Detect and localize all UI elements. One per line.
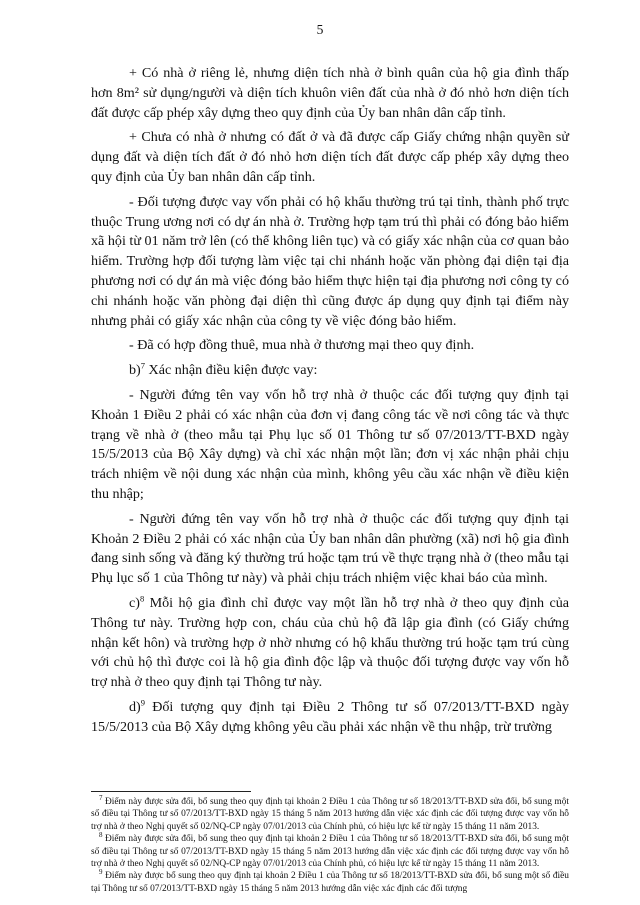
footnote-divider bbox=[91, 791, 251, 792]
paragraph-house-small-area: + Có nhà ở riêng lẻ, nhưng diện tích nhà ở bình quân của hộ gia đình thấp hơn 8m² sử dụng/người và diện tích khuôn viên đất của nhà ở đó nhỏ hơn diện tích đất được cấp phép xây dựng theo quy định của Ủy ban nhân dân cấp tỉnh. bbox=[91, 65, 569, 121]
footnote-9-mark: 9 bbox=[99, 868, 103, 877]
item-d bbox=[91, 698, 569, 738]
item-b-text: Xác nhận điều kiện được vay: bbox=[145, 362, 318, 379]
footnote-9-text: Điểm này được bổ sung theo quy định tại khoản 2 Điều 1 của Thông tư số 18/2013/TT-BXD sửa đổi, bổ sung một số điều tại Thông tư số 07/2013/TT-BXD ngày 15 tháng 5 năm 2013 hướng dẫn việc xác định các đối tượng bbox=[91, 871, 569, 894]
footnote-ref-9[interactable]: 9 bbox=[140, 697, 145, 708]
item-b-label: b) bbox=[129, 362, 141, 379]
paragraph-contract: - Đã có hợp đồng thuê, mua nhà ở thương mại theo quy định. bbox=[129, 337, 475, 354]
footnote-ref-7[interactable]: 7 bbox=[140, 360, 145, 371]
item-b bbox=[91, 361, 569, 381]
item-c-text: Mỗi hộ gia đình chỉ được vay một lần hỗ trợ nhà ở theo quy định của Thông tư này. Trường hợp con, cháu của chủ hộ đã lập gia đình (có Giấy chứng nhận kết hôn) và trường hợp ở nhờ nhưng có hộ khẩu thường trú hoặc tạm trú cùng với chủ hộ thì được coi là hộ gia đình độc lập và thuộc đối tượng được vay vốn hỗ trợ nhà ở theo quy định tại Thông tư này. bbox=[91, 594, 569, 691]
page-number: 5 bbox=[316, 22, 324, 37]
item-d-label: d) bbox=[129, 698, 141, 715]
paragraph-confirmation-clause-1: - Người đứng tên vay vốn hỗ trợ nhà ở thuộc các đối tượng quy định tại Khoản 1 Điều 2 phải có xác nhận của đơn vị đang công tác về nơi công tác và thực trạng về nhà ở (theo mẫu tại Phụ lục số 01 Thông tư số 07/2013/TT-BXD ngày 15/5/2013 của Bộ Xây dựng) và chỉ xác nhận một lần; đơn vị xác nhận phải chịu trách nhiệm về nội dung xác nhận của mình, không yêu cầu xác nhận về điều kiện thu nhập; bbox=[91, 386, 569, 502]
item-c-label: c) bbox=[129, 594, 140, 611]
paragraph-residence-requirement: - Đối tượng được vay vốn phải có hộ khẩu thường trú tại tỉnh, thành phố trực thuộc Trung ương nơi có dự án nhà ở. Trường hợp tạm trú thì phải có đóng bảo hiểm xã hội từ 01 năm trở lên (có thể không liên tục) và có giấy xác nhận của cơ quan bảo hiểm. Trường hợp đối tượng làm việc tại chi nhánh hoặc văn phòng đại diện tại địa phương nơi có dự án mà việc đóng bảo hiểm thực hiện tại địa phương nơi công ty có chi nhánh hoặc văn phòng đại diện thì cũng được áp dụng quy định tại điểm này nhưng phải có giấy xác nhận của công ty về việc đóng bảo hiểm. bbox=[91, 193, 569, 329]
footnote-7 bbox=[91, 793, 569, 833]
footnotes bbox=[91, 793, 569, 895]
footnote-8-mark: 8 bbox=[99, 831, 103, 840]
footnote-7-text: Điểm này được sửa đổi, bổ sung theo quy định tại khoản 2 Điều 1 của Thông tư số 18/2013/TT-BXD sửa đổi, bổ sung một số điều tại Thông tư số 07/2013/TT-BXD ngày 15 tháng 5 năm 2013 hướng dẫn việc xác định các đối tượng được vay vốn hỗ trợ nhà ở theo Nghị quyết số 02/NQ-CP ngày 07/01/2013 của Chính phủ, có hiệu lực kể từ ngày 15 tháng 11 năm 2013. bbox=[91, 797, 569, 832]
paragraph-confirmation-clause-2: - Người đứng tên vay vốn hỗ trợ nhà ở thuộc các đối tượng quy định tại Khoản 2 Điều 2 phải có xác nhận của Ủy ban nhân dân phường (xã) nơi hộ gia đình đang sinh sống và đăng ký thường trú hoặc tạm trú về thực trạng nhà ở (theo mẫu tại Phụ lục số 1 của Thông tư này) và phải chịu trách nhiệm việc khai báo của mình. bbox=[91, 510, 569, 587]
document-body bbox=[91, 64, 569, 743]
paragraph-land-no-house: + Chưa có nhà ở nhưng có đất ở và đã được cấp Giấy chứng nhận quyền sử dụng đất và diện tích đất ở đó nhỏ hơn diện tích đất được cấp phép xây dựng theo quy định của Ủy ban nhân dân cấp tỉnh. bbox=[91, 129, 569, 185]
footnote-9 bbox=[91, 870, 569, 895]
footnote-ref-8[interactable]: 8 bbox=[139, 593, 145, 604]
footnote-7-mark: 7 bbox=[99, 793, 103, 802]
item-c bbox=[91, 594, 569, 693]
footnote-8-text: Điểm này được sửa đổi, bổ sung theo quy định tại khoản 2 Điều 1 của Thông tư số 18/2013/TT-BXD sửa đổi, bổ sung một số điều tại Thông tư số 07/2013/TT-BXD ngày 15 tháng 5 năm 2013 hướng dẫn việc xác định các đối tượng được vay vốn hỗ trợ nhà ở theo Nghị quyết số 02/NQ-CP ngày 07/01/2013 của Chính phủ, có hiệu lực kể từ ngày 15 tháng 11 năm 2013. bbox=[91, 834, 569, 870]
footnote-8 bbox=[91, 833, 569, 870]
item-d-text: Đối tượng quy định tại Điều 2 Thông tư số 07/2013/TT-BXD ngày 15/5/2013 của Bộ Xây dựng không yêu cầu phải xác nhận về thu nhập, trừ trường bbox=[91, 698, 569, 735]
